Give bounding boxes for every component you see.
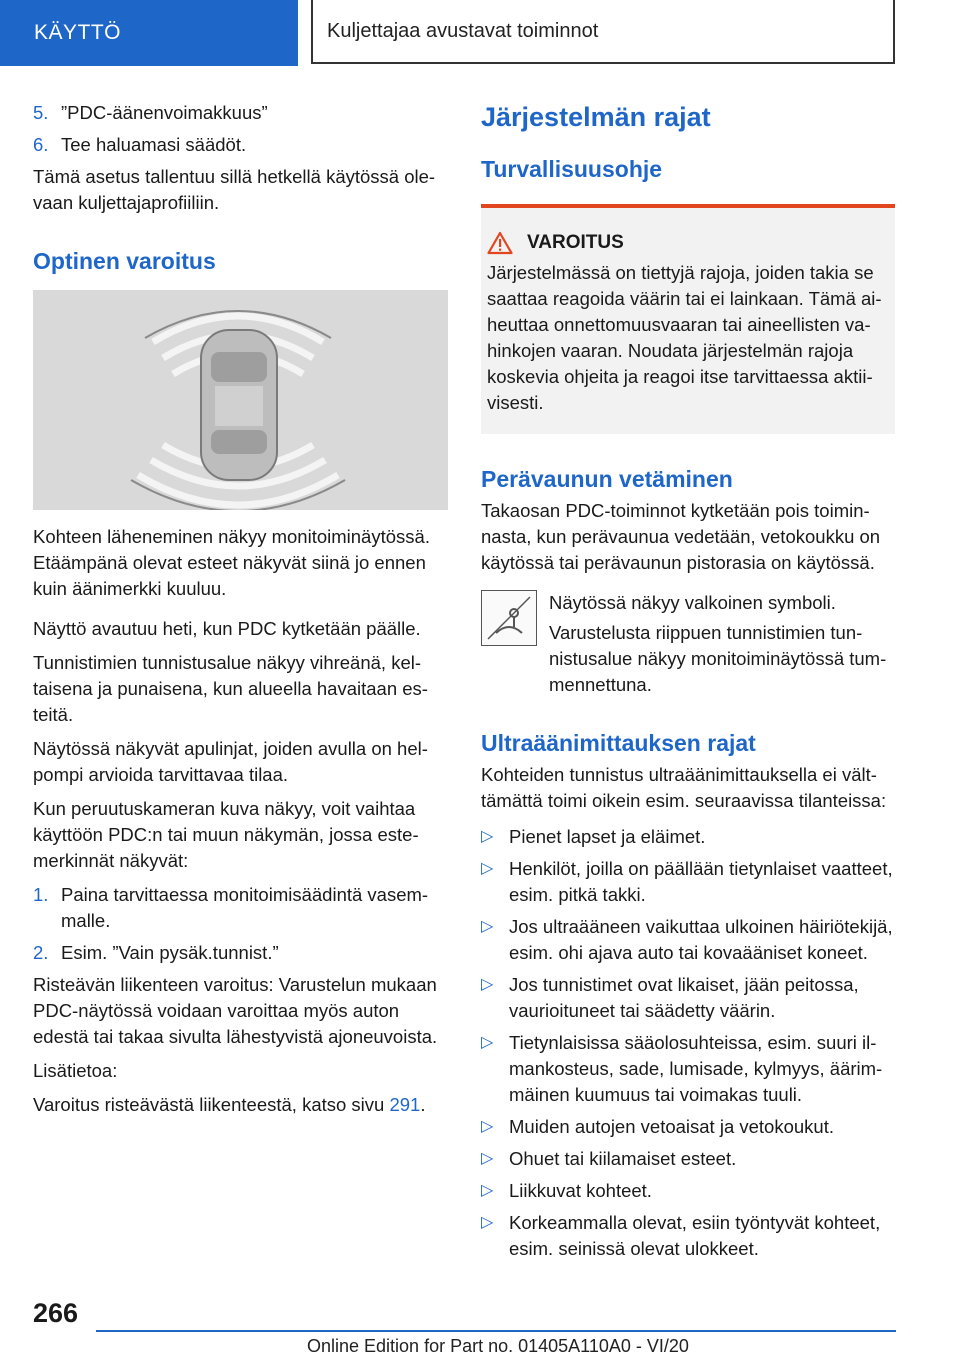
footer-divider (96, 1330, 896, 1332)
bullet-marker-icon: ▷ (481, 860, 494, 877)
reference-end: . (420, 1094, 426, 1115)
section-title: KÄYTTÖ (34, 21, 122, 44)
chapter-title: Kuljettajaa avustavat toiminnot (327, 19, 599, 42)
heading-system-limits: Järjestelmän rajat (481, 102, 711, 132)
step-number: 2. (33, 942, 49, 963)
bullet-marker-icon: ▷ (481, 1034, 494, 1051)
paragraph-reference (33, 1092, 448, 1118)
chapter-header (311, 0, 895, 64)
step-text: Esim. ”Vain pysäk.tunnist.” (61, 942, 279, 963)
paragraph-ultrasound: Kohteiden tunnistus ultraäänimittauksella ei välttämättä toimi oikein esim. seuraavissa tilanteissa: (481, 764, 887, 811)
pdc-illustration (33, 290, 448, 510)
paragraph-sensor-area: Tunnistimien tunnistusalue näkyy vihreänä, keltaisena ja punaisena, kun alueella havaitaan esteitä. (33, 652, 428, 725)
paragraph-more-info: Lisätietoa: (33, 1060, 118, 1081)
paragraph-approach: Kohteen läheneminen näkyy monitoiminäytössä. Etäämpänä olevat esteet näkyvät siinä jo ennen kuin äänimerkki kuuluu. (33, 526, 430, 599)
bullet-marker-icon: ▷ (481, 1182, 494, 1199)
symbol-line-1: Näytössä näkyy valkoinen symboli. (549, 592, 836, 613)
heading-optical-warning: Optinen varoitus (33, 248, 216, 274)
step-item (33, 882, 448, 934)
bullet-item (481, 824, 895, 850)
parking-sensor-image (33, 290, 448, 510)
bullet-text: Ohuet tai kiilamaiset esteet. (509, 1148, 737, 1169)
bullet-marker-icon: ▷ (481, 918, 494, 935)
bullet-list (481, 824, 895, 1262)
warning-header (487, 230, 887, 256)
paragraph-guide-lines: Näytössä näkyvät apulinjat, joiden avulla on helpompi arvioida tarvittavaa tilaa. (33, 738, 428, 785)
heading-ultrasound-limits: Ultraäänimittauksen rajat (481, 730, 756, 756)
paragraph-camera: Kun peruutuskameran kuva näkyy, voit vaihtaa käyttöön PDC:n tai muun näkymän, jossa estemerkinnät näkyvät: (33, 798, 419, 871)
paragraph-save: Tämä asetus tallentuu sillä hetkellä käytössä olevaan kuljettajaprofiiliin. (33, 166, 436, 213)
step-item (33, 132, 448, 158)
step-text: ”PDC-äänenvoimakkuus” (61, 102, 268, 123)
bullet-item (481, 1210, 895, 1262)
paragraph-cross-traffic: Risteävän liikenteen varoitus: Varustelun mukaan PDC-näytössä voidaan varoittaa myös auton edestä tai takaa sivulta lähestyvistä ajoneuvoista. (33, 974, 438, 1047)
warning-triangle-icon (487, 231, 513, 255)
warning-box (481, 204, 895, 434)
bullet-marker-icon: ▷ (481, 828, 494, 845)
bullet-text: Henkilöt, joilla on päällään tietynlaiset vaatteet, esim. pitkä takki. (509, 858, 893, 905)
reference-text: Varoitus risteävästä liikenteestä, katso sivu (33, 1094, 390, 1115)
warning-text: Järjestelmässä on tiettyjä rajoja, joiden takia se saattaa reagoida väärin tai ei lainkaan. Tämä aiheuttaa onnettomuusvaaran tai aineellisten vahinkojen vaaran. Noudata järjestelmän rajoja koskevia ohjeita ja reagoi itse tarvittaessa aktiivisesti. (487, 262, 882, 413)
section-tab (0, 0, 298, 66)
bullet-text: Pienet lapset ja eläimet. (509, 826, 706, 847)
step-number: 6. (33, 134, 49, 155)
bullet-marker-icon: ▷ (481, 1214, 494, 1231)
bullet-item (481, 1178, 895, 1204)
step-number: 5. (33, 102, 49, 123)
left-column (33, 100, 448, 1126)
bullet-text: Korkeammalla olevat, esiin työntyvät kohteet, esim. seinissä olevat ulokkeet. (509, 1212, 881, 1259)
page-number: 266 (33, 1298, 79, 1328)
bullet-marker-icon: ▷ (481, 1150, 494, 1167)
bullet-item (481, 972, 895, 1024)
right-column (481, 100, 895, 1268)
step-text: Tee haluamasi säädöt. (61, 134, 247, 155)
bullet-marker-icon: ▷ (481, 976, 494, 993)
bullet-text: Jos ultraääneen vaikuttaa ulkoinen häiriötekijä, esim. ohi ajava auto tai kovaääniset koneet. (509, 916, 893, 963)
bullet-text: Jos tunnistimet ovat likaiset, jään peitossa, vaurioituneet tai säädetty väärin. (509, 974, 859, 1021)
bullet-item (481, 1146, 895, 1172)
bullet-item (481, 1030, 895, 1108)
bullet-text: Liikkuvat kohteet. (509, 1180, 652, 1201)
footer-edition: Online Edition for Part no. 01405A110A0 - VI/20 (307, 1336, 689, 1356)
heading-trailer: Perävaunun vetäminen (481, 466, 733, 492)
symbol-row (481, 590, 895, 698)
step-item (33, 100, 448, 126)
bullet-item (481, 1114, 895, 1140)
paragraph-display: Näyttö avautuu heti, kun PDC kytketään päälle. (33, 618, 421, 639)
step-text: Paina tarvittaessa monitoimisäädintä vasemmalle. (61, 884, 429, 931)
step-item (33, 940, 448, 966)
bullet-marker-icon: ▷ (481, 1118, 494, 1135)
heading-safety-note: Turvallisuusohje (481, 156, 663, 182)
bullet-item (481, 914, 895, 966)
bullet-item (481, 856, 895, 908)
symbol-line-2: Varustelusta riippuen tunnistimien tunnistusalue näkyy monitoiminäytössä tummennettuna. (549, 622, 887, 695)
symbol-description (549, 590, 895, 698)
bullet-text: Tietynlaisissa sääolosuhteissa, esim. suuri ilmankosteus, sade, lumisade, kylmyys, äärimmäinen kuumuus tai voimakas tuuli. (509, 1032, 883, 1105)
page-link[interactable]: 291 (389, 1094, 421, 1115)
warning-title: VAROITUS (527, 232, 624, 253)
paragraph-trailer: Takaosan PDC-toiminnot kytketään pois toiminnasta, kun perävaunua vedetään, vetokoukku on käytössä tai perävaunun pistorasia on käytössä. (481, 500, 881, 573)
step-number: 1. (33, 884, 49, 905)
trailer-symbol-icon (481, 590, 537, 646)
bullet-text: Muiden autojen vetoaisat ja vetokoukut. (509, 1116, 834, 1137)
